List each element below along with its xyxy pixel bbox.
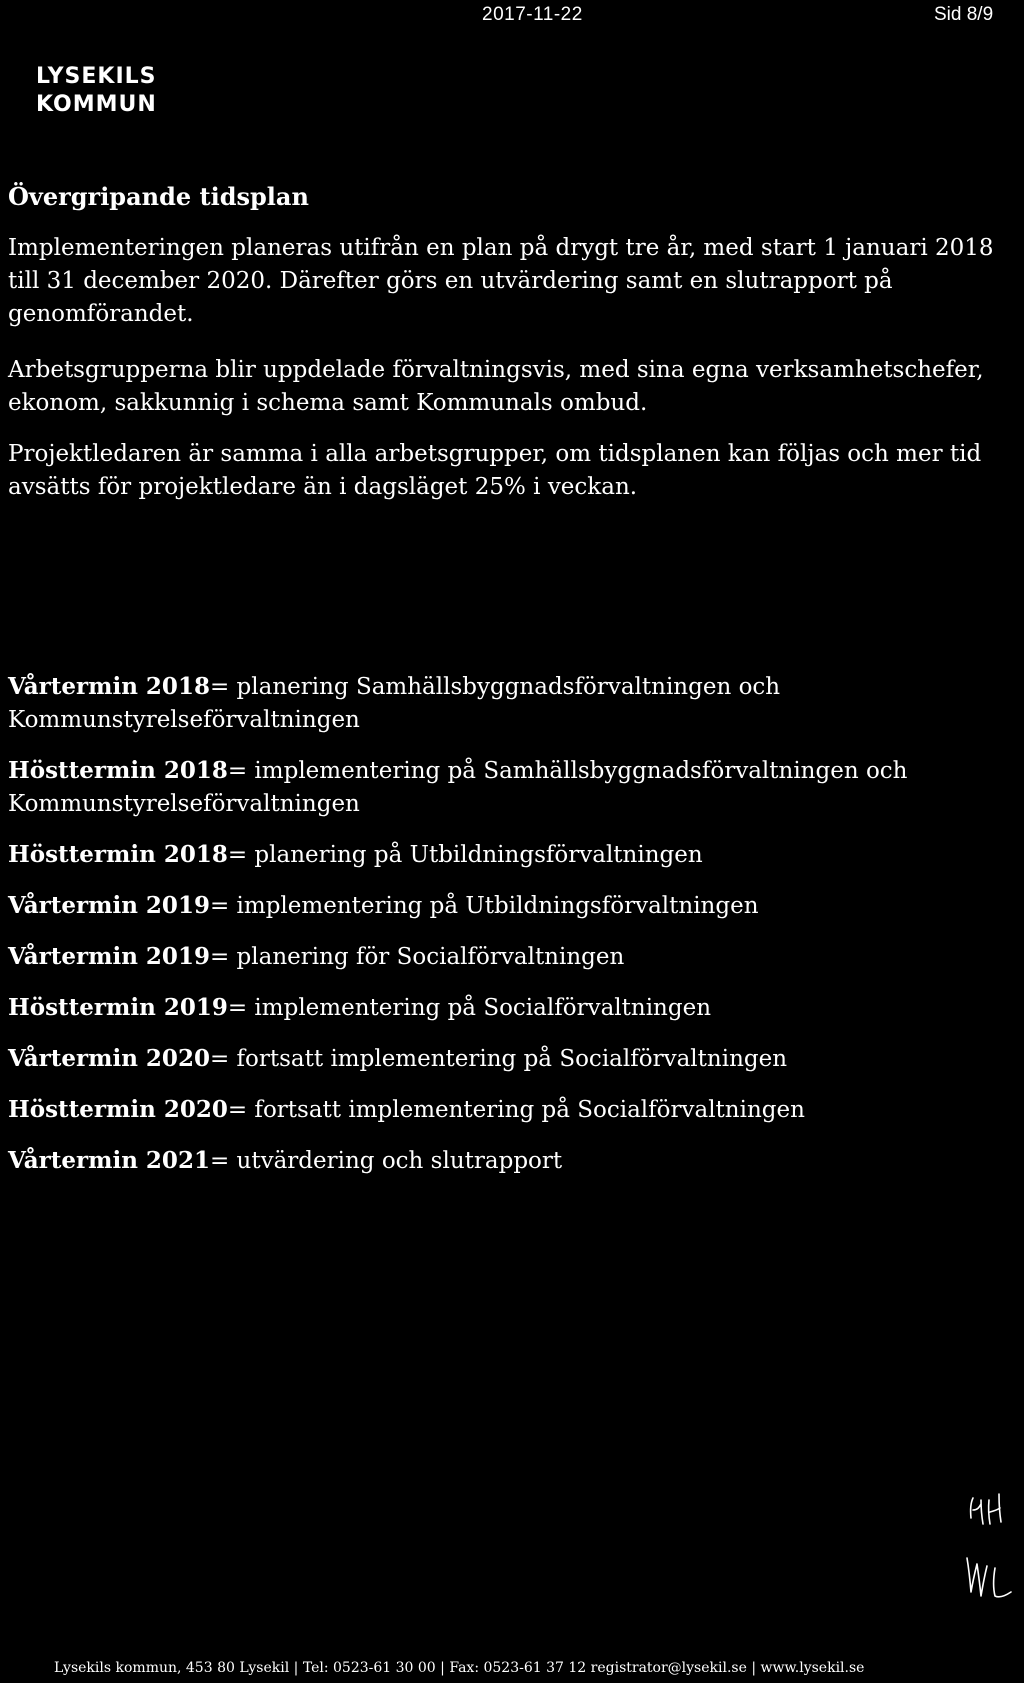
schedule-text: = implementering på Socialförvaltningen	[227, 995, 712, 1021]
schedule-term: Hösttermin 2018	[8, 841, 228, 868]
schedule-item	[8, 670, 1008, 737]
schedule-text: = planering på Utbildningsförvaltningen	[227, 842, 703, 868]
schedule-text: = fortsatt implementering på Socialförvaltningen	[227, 1097, 805, 1123]
schedule-term: Hösttermin 2019	[8, 994, 228, 1021]
schedule-text: = implementering på Utbildningsförvaltningen	[209, 893, 759, 919]
schedule-item	[8, 889, 1008, 923]
schedule-term: Vårtermin 2019	[8, 943, 210, 970]
logo-line-1: LYSEKILS	[36, 64, 157, 89]
schedule-item	[8, 991, 1008, 1025]
schedule-term: Hösttermin 2020	[8, 1096, 228, 1123]
schedule-term: Hösttermin 2018	[8, 757, 228, 784]
schedule-text: = planering Samhällsbyggnadsförvaltningen och Kommunstyrelseförvaltningen	[8, 674, 781, 733]
schedule-term: Vårtermin 2018	[8, 673, 210, 700]
municipality-logo	[36, 63, 157, 119]
page-number: Sid 8/9	[934, 4, 994, 25]
schedule-text: = utvärdering och slutrapport	[209, 1148, 563, 1174]
schedule-item	[8, 1042, 1008, 1076]
paragraph-workgroups: Arbetsgrupperna blir uppdelade förvaltningsvis, med sina egna verksamhetschefer, ekonom, sakkunnig i schema samt Kommunals ombud.	[8, 357, 984, 416]
schedule-item	[8, 754, 1008, 821]
schedule-text: = implementering på Samhällsbyggnadsförvaltningen och Kommunstyrelseförvaltningen	[8, 758, 908, 817]
schedule-term: Vårtermin 2020	[8, 1045, 210, 1072]
logo-line-2: KOMMUN	[36, 92, 157, 117]
footer-contact: Lysekils kommun, 453 80 Lysekil | Tel: 0523-61 30 00 | Fax: 0523-61 37 12 registrator@lysekil.se | www.lysekil.se	[54, 1660, 865, 1676]
schedule-item	[8, 1093, 1008, 1127]
schedule-term: Vårtermin 2021	[8, 1147, 210, 1174]
paragraph-implementation: Implementeringen planeras utifrån en plan på drygt tre år, med start 1 januari 2018 till 31 december 2020. Därefter görs en utvärdering samt en slutrapport på genomförandet.	[8, 235, 994, 327]
paragraph-project-lead: Projektledaren är samma i alla arbetsgrupper, om tidsplanen kan följas och mer tid avsätts för projektledare än i dagsläget 25% i veckan.	[8, 441, 982, 500]
schedule-item	[8, 838, 1008, 872]
handwritten-initials	[965, 1488, 1023, 1608]
schedule-item	[8, 940, 1008, 974]
schedule-term: Vårtermin 2019	[8, 892, 210, 919]
schedule-text: = fortsatt implementering på Socialförvaltningen	[209, 1046, 788, 1072]
schedule-list	[8, 670, 1008, 1195]
document-date: 2017-11-22	[482, 4, 583, 25]
section-heading: Övergripande tidsplan	[8, 182, 309, 211]
schedule-item	[8, 1144, 1008, 1178]
schedule-text: = planering för Socialförvaltningen	[209, 944, 625, 970]
